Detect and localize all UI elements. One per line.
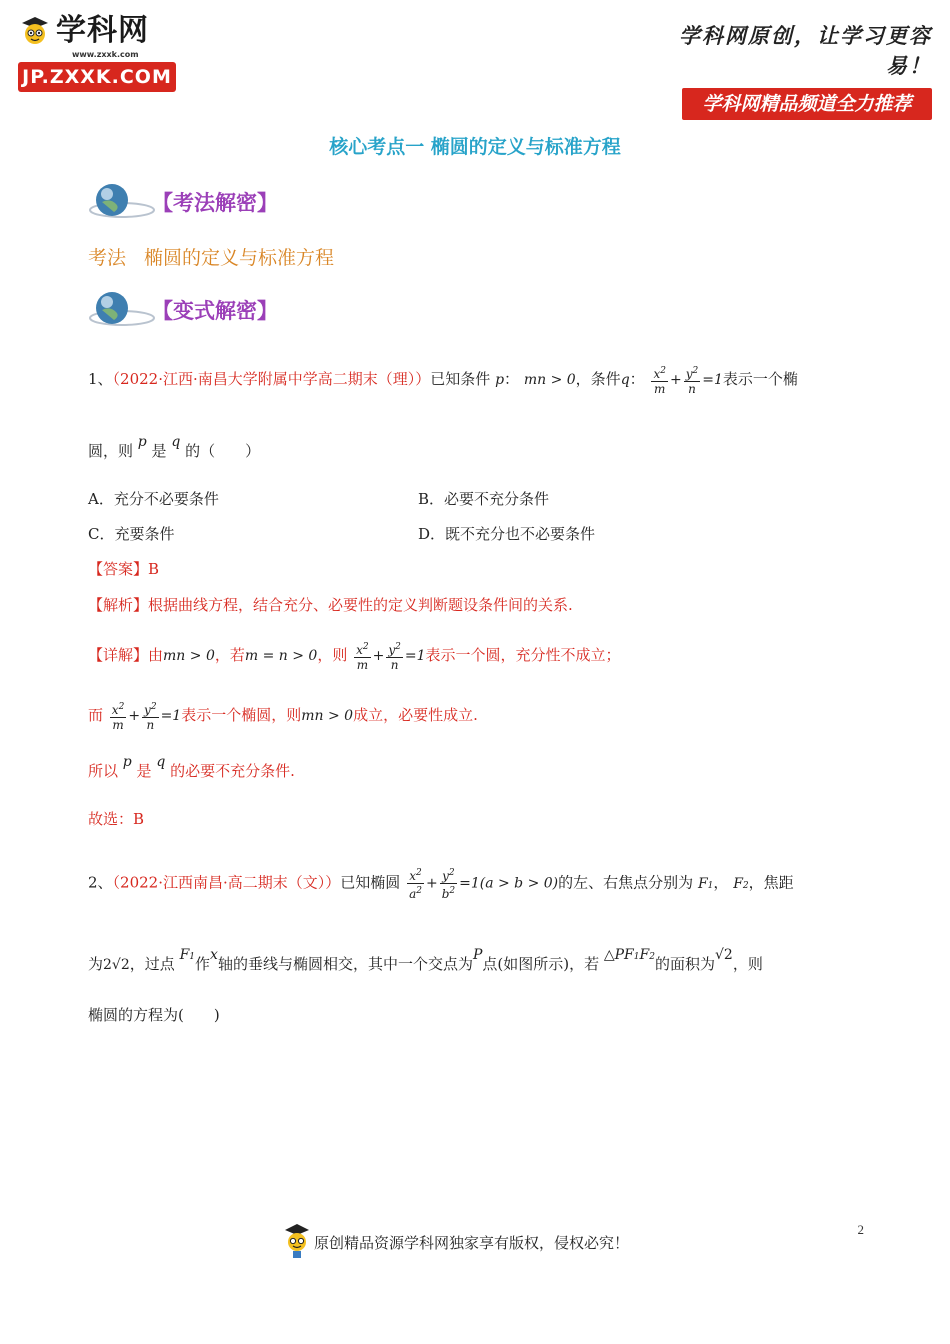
globe-icon [86, 288, 156, 332]
text: 表示一个椭 [722, 370, 798, 388]
text: ，过点 [129, 955, 175, 973]
text: 表示一个椭圆，则 [181, 706, 302, 724]
q2-line2 [88, 947, 763, 978]
math-P: P [472, 947, 483, 963]
math-q: q [171, 434, 181, 450]
method-title: 椭圆的定义与标准方程 [144, 247, 335, 269]
question-number: 1、 [88, 370, 113, 388]
text: 的必要不充分条件. [170, 762, 295, 780]
banner-text: 【考法解密】 [152, 191, 278, 215]
question-source: （2022·江西·南昌大学附属中学高二期末（理）） [112, 370, 431, 388]
globe-icon [86, 180, 156, 224]
page-title: 核心考点一 椭圆的定义与标准方程 [329, 136, 621, 158]
fraction: $\frac{y^2}{b^2}$ [441, 868, 456, 901]
text: 是 [136, 762, 152, 780]
text: ，条件 [575, 370, 621, 388]
logo-badge: JP.ZXXK.COM [18, 62, 176, 92]
text: 而 [88, 706, 104, 724]
text: ， [713, 873, 729, 892]
text: 所以 [88, 762, 119, 780]
fraction: $\frac{y^2}{n}$ [388, 642, 401, 672]
math-eq: =1 [404, 648, 426, 664]
fraction: $\frac{x^2}{m}$ [653, 366, 666, 396]
text: ，则 [732, 955, 763, 973]
math-p: p [137, 434, 147, 450]
bianshi-banner [86, 288, 278, 332]
text: 轴的垂线与椭圆相交，其中一个交点为 [217, 955, 473, 973]
text: 的（ ） [185, 442, 261, 460]
banner-text: 【变式解密】 [152, 299, 278, 323]
text: 成立，必要性成立. [353, 706, 478, 724]
header-slogan [642, 20, 932, 115]
mascot-icon [18, 14, 52, 48]
math-condition: mn > 0 [163, 648, 215, 664]
math-value: 2√2 [103, 957, 130, 973]
option-d[interactable]: D．既不充分也不必要条件 [418, 525, 596, 543]
kaofa-banner [86, 180, 278, 224]
mascot-icon [282, 1222, 312, 1260]
slogan-badge: 学科网精品频道全力推荐 [682, 88, 932, 120]
logo-text: 学科网 [56, 13, 149, 48]
text: 的面积为 [654, 955, 715, 973]
math-F1: F1 [697, 875, 714, 892]
detail-line1 [88, 640, 621, 672]
math-p: p [495, 372, 505, 388]
plus: + [372, 648, 385, 664]
plus: + [669, 372, 682, 388]
fraction: $\frac{y^2}{n}$ [144, 702, 157, 732]
math-condition: =1(a > b > 0) [459, 875, 559, 892]
question-number: 2、 [88, 873, 113, 892]
q1-line1 [88, 364, 798, 396]
plus: + [425, 875, 438, 892]
math-q: q [620, 372, 630, 388]
math-F1: F1 [179, 947, 196, 963]
final-choice: 故选：B [88, 810, 145, 828]
fraction: $\frac{x^2}{m}$ [356, 642, 369, 672]
page-number: 2 [857, 1222, 864, 1237]
slogan-script: 学科网原创，让学习更容易！ [679, 23, 932, 78]
text: 表示一个圆，充分性不成立； [425, 646, 621, 664]
math-x: x [210, 947, 218, 963]
q1-line2 [88, 434, 261, 463]
q2-line1 [88, 866, 794, 901]
site-logo[interactable] [18, 14, 178, 94]
math-condition: mn > 0 [523, 372, 576, 388]
answer: 【答案】B [88, 560, 160, 578]
plus: + [128, 708, 141, 724]
text: ： [629, 370, 645, 388]
footer [0, 1222, 950, 1262]
text: 圆，则 [88, 442, 134, 460]
fraction: $\frac{y^2}{n}$ [685, 366, 699, 396]
text: 是 [151, 442, 167, 460]
math-eq: =1 [160, 708, 182, 724]
q2-line3: 椭圆的方程为( ) [88, 1006, 220, 1024]
fraction: $\frac{x^2}{a^2}$ [409, 868, 422, 901]
text: ： [504, 370, 520, 388]
math-F2: F2 [733, 875, 749, 892]
math-eq: =1 [702, 372, 723, 388]
text: 【详解】由 [88, 646, 164, 664]
text: 已知条件 [430, 370, 491, 388]
logo-url: www.zxxk.com [72, 50, 139, 59]
option-a[interactable]: A．充分不必要条件 [88, 490, 219, 508]
math-triangle: △PF1F2 [603, 947, 655, 963]
method-label: 考法 [88, 247, 127, 269]
question-source: （2022·江西南昌·高二期末（文）） [112, 873, 341, 892]
detail-line3 [88, 754, 295, 783]
fraction: $\frac{x^2}{m}$ [111, 702, 125, 732]
text: 作 [195, 955, 211, 973]
option-c[interactable]: C．充要条件 [88, 525, 175, 543]
text: 的左、右焦点分别为 [558, 873, 694, 892]
text: 为 [88, 955, 104, 973]
analysis: 【解析】根据曲线方程，结合充分、必要性的定义判断题设条件间的关系. [88, 596, 573, 614]
option-b[interactable]: B．必要不充分条件 [418, 490, 550, 508]
text: 点(如图所示)，若 [482, 955, 600, 973]
footer-copyright: 原创精品资源学科网独家享有版权，侵权必究！ [314, 1234, 630, 1252]
math-condition: mn > 0 [301, 708, 354, 724]
text: ，则 [317, 646, 348, 664]
text: ，若 [214, 646, 245, 664]
math-value: √2 [714, 947, 733, 963]
math-p: p [122, 754, 132, 770]
text: ，焦距 [748, 873, 794, 892]
detail-line2 [88, 700, 478, 732]
method-heading [88, 243, 352, 270]
text: 已知椭圆 [340, 873, 401, 892]
math-condition: m = n > 0 [244, 648, 318, 664]
math-q: q [156, 754, 166, 770]
